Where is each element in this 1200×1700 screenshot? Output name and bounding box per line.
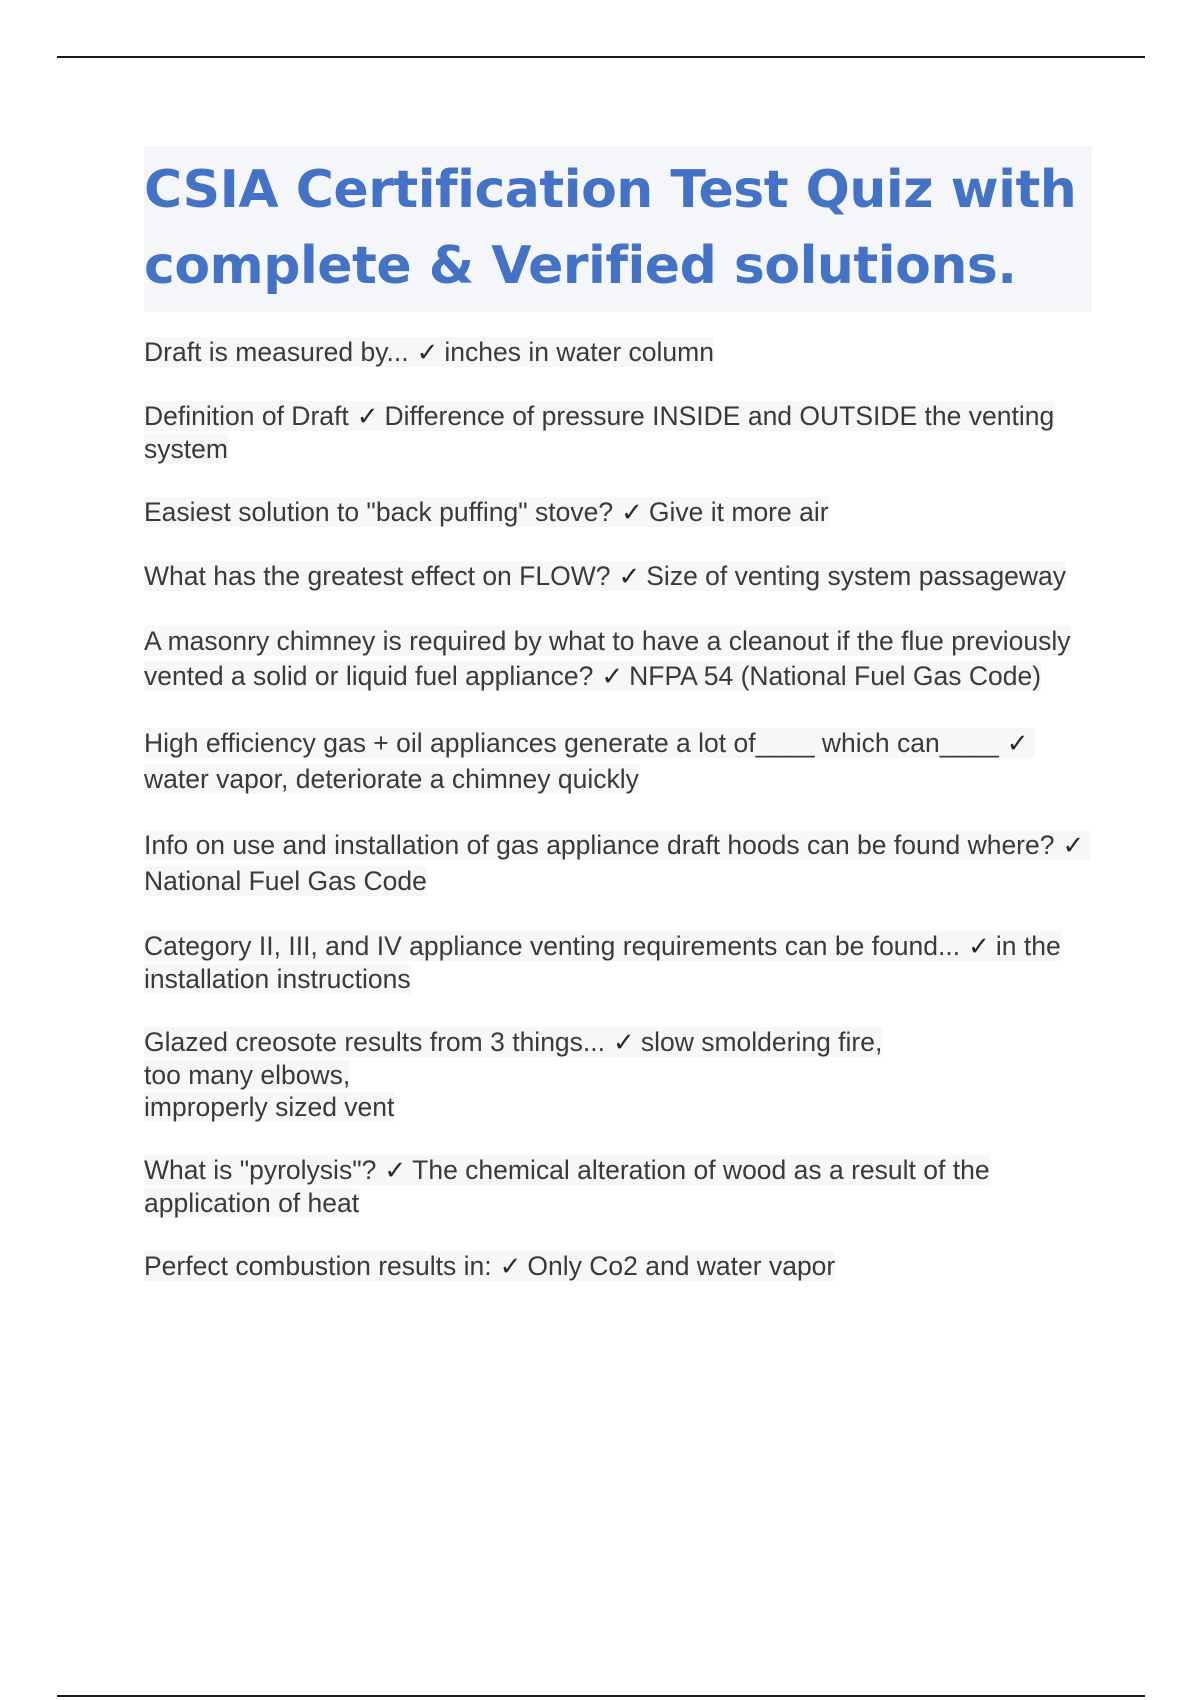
answer-text: NFPA 54 (National Fuel Gas Code): [629, 661, 1042, 691]
checkmark-icon: ✓: [613, 1028, 635, 1058]
qa-item: [144, 1026, 1094, 1123]
qa-item: [144, 726, 1094, 797]
answer-text: Give it more air: [648, 497, 829, 527]
checkmark-icon: ✓: [356, 402, 379, 432]
answer-text: Size of venting system passageway: [646, 561, 1067, 591]
checkmark-icon: ✓: [621, 498, 643, 528]
qa-item: [144, 560, 1094, 593]
document-title: CSIA Certification Test Quiz with complete & Verified solutions.: [144, 160, 1077, 296]
question-text: Definition of Draft: [144, 401, 349, 431]
answer-text: water vapor, deteriorate a chimney quickly: [144, 764, 639, 794]
qa-item: [144, 1250, 1094, 1283]
question-text: Easiest solution to "back puffing" stove?: [144, 497, 614, 527]
qa-item: [144, 624, 1094, 695]
question-text: Category II, III, and IV appliance venting requirements can be found...: [144, 931, 961, 961]
question-text: High efficiency gas + oil appliances generate a lot of____ which can____: [144, 728, 999, 758]
answer-text: The chemical alteration of wood as a result of the application of heat: [144, 1155, 990, 1218]
checkmark-icon: ✓: [384, 1156, 407, 1186]
question-text: Perfect combustion results in:: [144, 1251, 492, 1281]
qa-list: [144, 336, 1094, 1283]
qa-item: [144, 336, 1094, 369]
qa-item: [144, 496, 1094, 529]
answer-text: Difference of pressure INSIDE and OUTSIDE the venting system: [144, 401, 1055, 464]
checkmark-icon: ✓: [416, 338, 439, 368]
checkmark-icon: ✓: [968, 932, 990, 962]
answer-text: in the installation instructions: [144, 931, 1061, 994]
qa-item: [144, 930, 1094, 995]
question-text: Draft is measured by...: [144, 337, 409, 367]
qa-item: [144, 400, 1094, 465]
checkmark-icon: ✓: [1006, 729, 1029, 759]
question-text: Info on use and installation of gas appliance draft hoods can be found where?: [144, 830, 1055, 860]
checkmark-icon: ✓: [618, 562, 641, 592]
checkmark-icon: ✓: [1062, 831, 1085, 861]
qa-item: [144, 828, 1094, 899]
question-text: What has the greatest effect on FLOW?: [144, 561, 611, 591]
header-rule: [57, 56, 1145, 58]
answer-text: National Fuel Gas Code: [144, 866, 427, 896]
answer-text: Only Co2 and water vapor: [527, 1251, 836, 1281]
title-block: [144, 146, 1092, 312]
question-text: A masonry chimney is required by what to have a cleanout if the flue previously vented a solid or liquid fuel appliance?: [144, 626, 1071, 691]
footer-rule: [57, 1695, 1145, 1697]
qa-item: [144, 1154, 1094, 1219]
answer-text: slow smoldering fire, too many elbows, improperly sized vent: [144, 1027, 883, 1122]
question-text: Glazed creosote results from 3 things...: [144, 1027, 606, 1057]
checkmark-icon: ✓: [499, 1252, 522, 1282]
question-text: What is "pyrolysis"?: [144, 1155, 377, 1185]
answer-text: inches in water column: [444, 337, 714, 367]
document-body: [144, 146, 1094, 1314]
checkmark-icon: ✓: [601, 662, 624, 692]
